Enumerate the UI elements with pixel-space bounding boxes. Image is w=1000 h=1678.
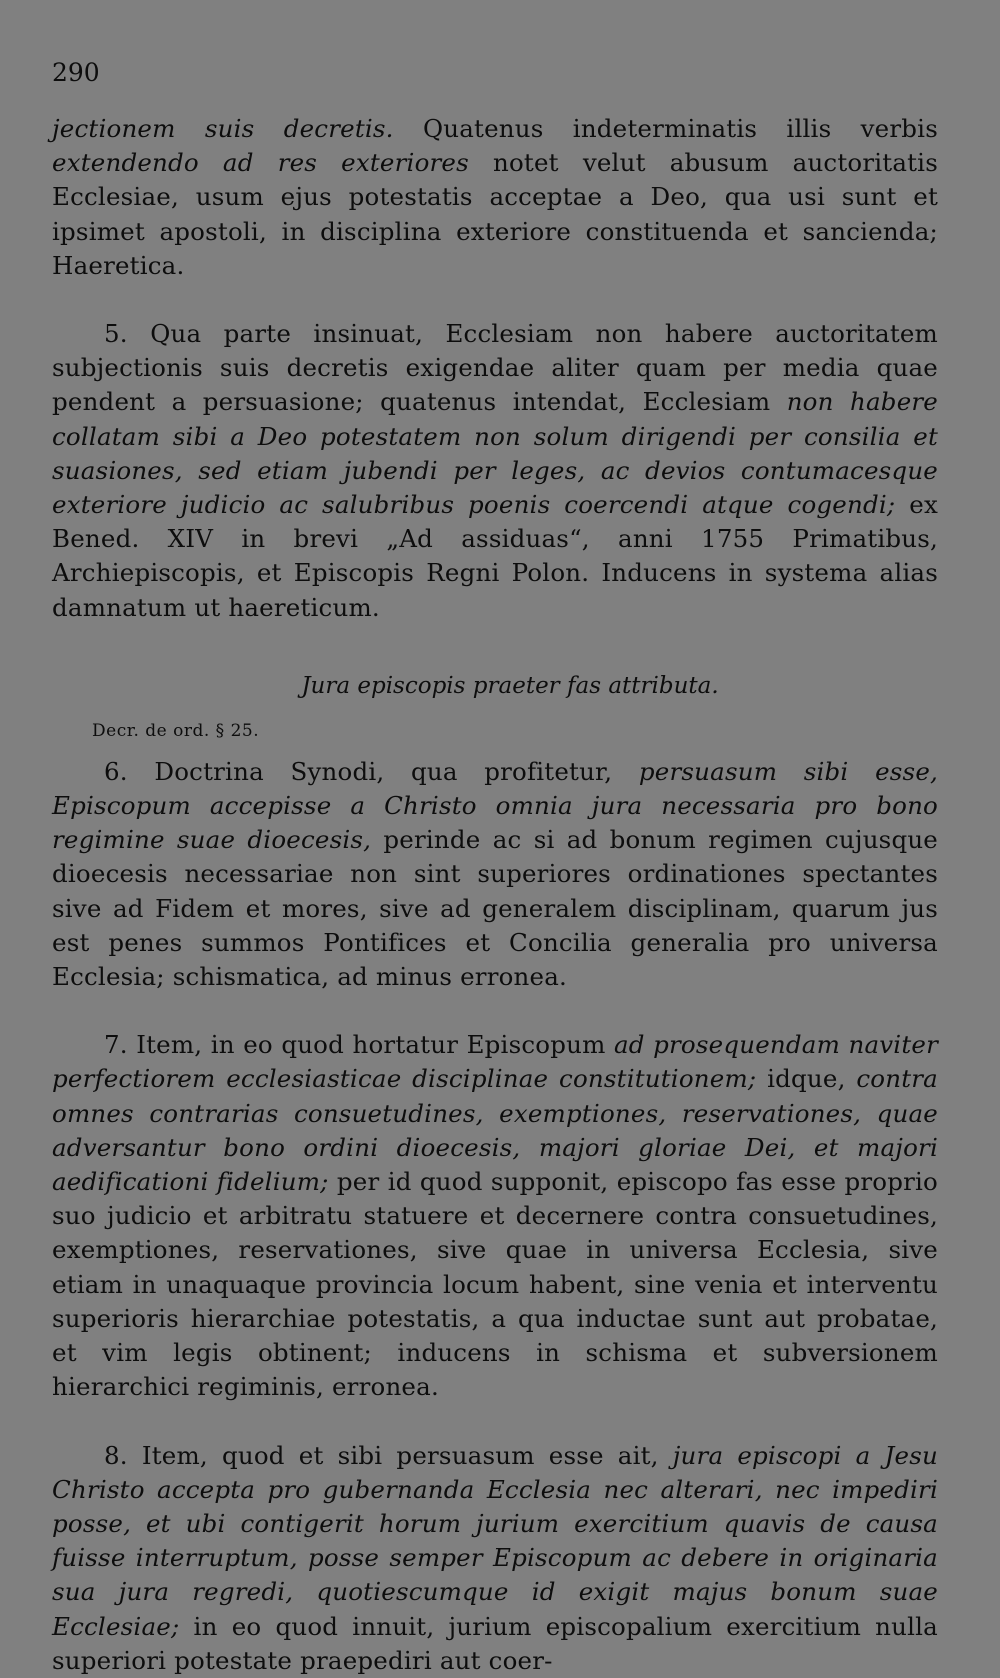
para5-italic-2: non habere collatam sibi a Deo potestatem non solum dirigendi per consilia et suasiones, sed etiam jubendi per leges, ac devios contumacesque exteriore judicio ac salubribus poenis coercendi atque cogendi; [52,387,938,520]
intro-italic-1: jectionem suis decretis. [52,114,394,143]
section-heading: Jura episcopis praeter fas attributa. [301,672,719,699]
intro-italic-3: extendendo ad res exteriores [52,148,469,178]
decree-reference: Decr. de ord. § 25. [92,720,260,741]
para7-text-3: idque, [756,1064,857,1094]
para5-text-3: ex Bened. XIV in brevi „Ad assiduas“, anni 1755 Primatibus, Archiepiscopis, et Episcopis Regni Polon. Inducens in systema alias damnatum ut haereticum. [52,490,938,622]
para7-italic-4: contra omnes contrarias consuetudines, exemptiones, reservationes, quae adversantur bono ordini dioecesis, majori gloriae Dei, et majori aedificationi fidelium; [52,1064,938,1197]
para7-italic-2: ad prosequendam naviter perfectiorem ecclesiasticae disciplinae constitutionem; [52,1030,938,1094]
paragraph-6 [52,755,938,994]
para8-text-1: 8. Item, quod et sibi persuasum esse ait, [104,1440,673,1470]
para8-text-3: in eo quod innuit, jurium episcopalium exercitium nulla superiori potestate praepediri aut coer- [52,1611,938,1675]
paragraph-7 [52,1028,938,1404]
para7-text-1: 7. Item, in eo quod hortatur Episcopum [104,1030,614,1060]
para8-italic-2: jura episcopi a Jesu Christo accepta pro gubernanda Ecclesia nec alterari, nec impediri posse, et ubi contigerit horum jurium exercitium quavis de causa fuisse interruptum, posse semper Episcopum ac debere in originaria sua jura regredi, quotiescumque id exigit majus bonum suae Ecclesiae; [52,1440,938,1641]
para7-text-5: per id quod supponit, episcopo fas esse proprio suo judicio et arbitratu statuere et decernere contra consuetudines, exemptiones, reservationes, sive quae in universa Ecclesia, sive etiam in unaquaque provincia locum habent, sine venia et interventu superioris hierarchiae potestatis, a qua inductae sunt aut probatae, et vim legis obtinent; inducens in schisma et subversionem hierarchici regiminis, erronea. [52,1167,938,1402]
para6-text-1: 6. Doctrina Synodi, qua profitetur, [104,756,639,786]
paragraph-5 [52,317,938,625]
para6-italic-2: persuasum sibi esse, Episcopum accepisse a Christo omnia jura necessaria pro bono regimine suae dioecesis, [52,756,939,855]
page-number: 290 [52,58,100,87]
intro-text-2: Quatenus indeterminatis illis verbis [393,114,938,143]
intro-text-4: notet velut abusum auctoritatis Ecclesiae, usum ejus potestatis acceptae a Deo, qua usi sunt et ipsimet apostoli, in disciplina exteriore constituenda et sancienda; Haeretica. [52,148,938,280]
para6-text-3: perinde ac si ad bonum regimen cujusque dioecesis necessariae non sint superiores ordinationes spectantes sive ad Fidem et mores, sive ad generalem disciplinam, quarum jus est penes summos Pontifices et Concilia generalia pro universa Ecclesia; schismatica, ad minus erronea. [52,825,939,992]
paragraph-intro [52,112,938,283]
document-page [52,58,938,1678]
para5-text-1: 5. Qua parte insinuat, Ecclesiam non habere auctoritatem subjectionis suis decretis exigendae aliter quam per media quae pendent a persuasione; quatenus intendat, Ecclesiam [52,319,938,417]
paragraph-8 [52,1439,938,1678]
